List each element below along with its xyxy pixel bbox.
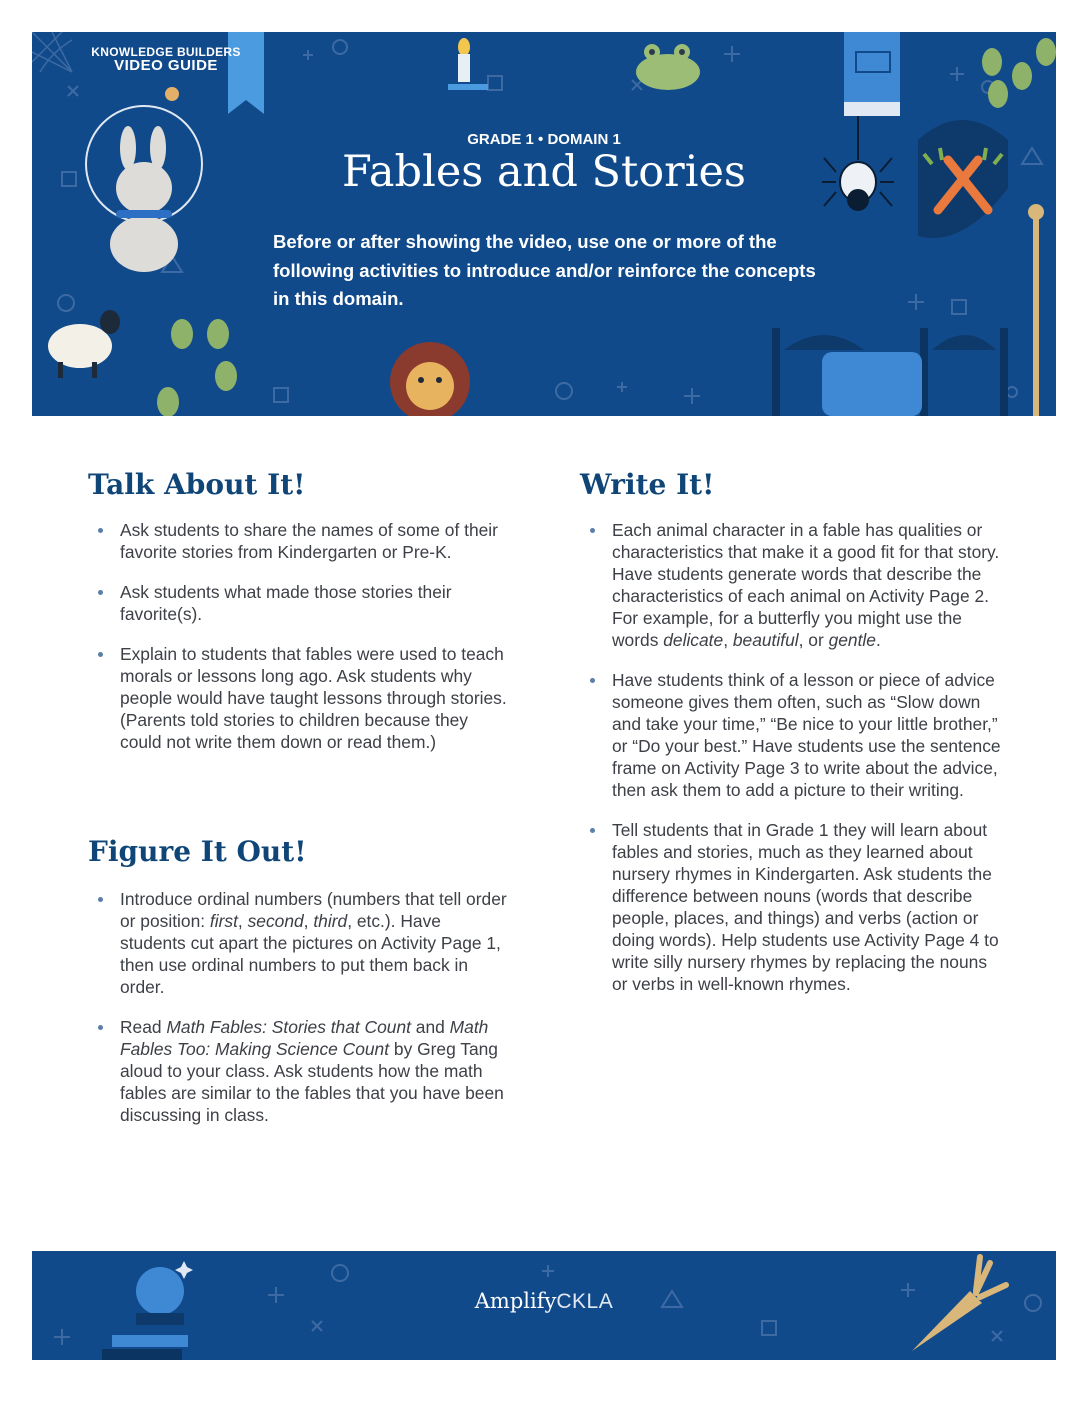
list-item: Ask students what made those stories their favorite(s). bbox=[88, 581, 508, 625]
list-item: Have students think of a lesson or piece of advice someone gives them often, such as “Slow down and take your time,” “Be nice to your little brother,” or “Do your best.” Have students use the sentence frame on Activity Page 3 to write about the advice, then ask them to add a picture to their writing. bbox=[580, 669, 1006, 801]
sheep-icon bbox=[48, 310, 120, 378]
write-it-heading: Write It! bbox=[580, 468, 715, 501]
knowledge-builders-text: KNOWLEDGE BUILDERS bbox=[91, 45, 241, 59]
scepter-icon bbox=[1028, 204, 1044, 416]
candle-icon bbox=[448, 38, 488, 90]
list-item: Explain to students that fables were used to teach morals or lessons long ago. Ask students why people would have taught lessons through stories. (Parents told stories to children because they could not write them down or read them.) bbox=[88, 643, 508, 753]
frog-icon bbox=[636, 44, 700, 90]
book-icon bbox=[844, 32, 900, 116]
lion-icon bbox=[390, 342, 470, 416]
list-item: Ask students to share the names of some of their favorite stories from Kindergarten or Pre-K. bbox=[88, 519, 508, 563]
talk-about-it-list bbox=[88, 519, 508, 771]
video-guide-text: VIDEO GUIDE bbox=[114, 57, 218, 74]
list-item: Introduce ordinal numbers (numbers that tell order or position: first, second, third, etc.). Have students cut apart the pictures on Activity Page 1, then use ordinal numbers to put them back in order. bbox=[88, 888, 508, 998]
write-it-list bbox=[580, 519, 1006, 1013]
page-title: Fables and Stories bbox=[342, 147, 746, 197]
bed-icon bbox=[772, 328, 1008, 416]
header-banner bbox=[32, 32, 1056, 416]
list-item: Tell students that in Grade 1 they will learn about fables and stories, much as they learned about nursery rhymes in Kindergarten. Ask students the difference between nouns (words that describe people, places, and things) and verbs (action or doing words). Help students use Activity Page 4 to write silly nursery rhymes by replacing the nouns or verbs in well-known rhymes. bbox=[580, 819, 1006, 995]
figure-it-out-heading: Figure It Out! bbox=[88, 835, 307, 868]
video-guide-label bbox=[66, 45, 266, 73]
amplify-ckla-logo: AmplifyCKLA bbox=[474, 1289, 614, 1313]
intro-text: Before or after showing the video, use one or more of the following activities to introduce and/or reinforce the concepts in this domain. bbox=[273, 231, 816, 309]
header-illustrations bbox=[32, 32, 1056, 416]
figure-it-out-list bbox=[88, 888, 508, 1144]
grade-domain-label: GRADE 1 • DOMAIN 1 bbox=[467, 131, 621, 148]
list-item: Read Math Fables: Stories that Count and Math Fables Too: Making Science Count by Greg Tang aloud to your class. Ask students how the math fables are similar to the fables that you have been discussing in class. bbox=[88, 1016, 508, 1126]
list-item: Each animal character in a fable has qualities or characteristics that make it a good fit for that story. Have students generate words that describe the characteristics of each animal on Activity Page 2. For example, for a butterfly you might use the words delicate, beautiful, or gentle. bbox=[580, 519, 1006, 651]
footer-banner bbox=[32, 1251, 1056, 1360]
talk-about-it-heading: Talk About It! bbox=[88, 468, 306, 501]
